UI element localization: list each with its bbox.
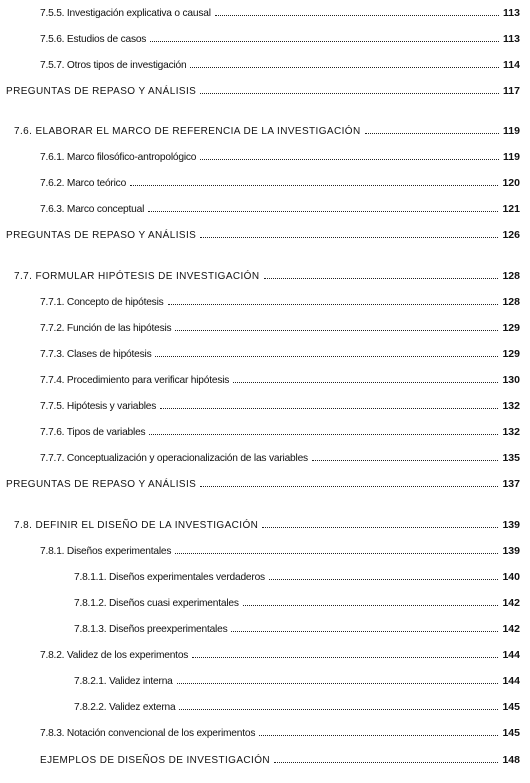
dot-leader (259, 735, 498, 736)
dot-leader (190, 67, 499, 68)
toc-entry-title: 7.6. ELABORAR EL MARCO DE REFERENCIA DE LA INVESTIGACIÓN (14, 126, 361, 137)
toc-entry-page: 129 (502, 322, 520, 334)
toc-section-heading (14, 123, 520, 137)
toc-entry (40, 57, 520, 71)
dot-leader (274, 762, 498, 763)
toc-entry (40, 149, 520, 163)
toc-entry (74, 699, 520, 713)
toc-entry-title: 7.8.3. Notación convencional de los experimentos (40, 728, 256, 739)
toc-entry-title: 7.7.1. Concepto de hipótesis (40, 297, 164, 308)
dot-leader (192, 657, 498, 658)
toc-section-heading (14, 268, 520, 282)
toc-entry-title: 7.5.7. Otros tipos de investigación (40, 60, 187, 71)
dot-leader (177, 683, 499, 684)
toc-entry (40, 31, 520, 45)
dot-leader (155, 356, 498, 357)
toc-entry-title: 7.8.1. Diseños experimentales (40, 546, 172, 557)
toc-entry-page: 126 (502, 229, 520, 241)
toc-entry-page: 114 (503, 59, 520, 71)
toc-entry (40, 294, 520, 308)
toc-entry-page: 139 (502, 519, 520, 531)
toc-entry (40, 450, 520, 464)
toc-review-heading (6, 227, 520, 241)
toc-entry-title: 7.8. DEFINIR EL DISEÑO DE LA INVESTIGACIÓN (14, 520, 259, 531)
toc-entry-page: 142 (502, 623, 520, 635)
dot-leader (365, 133, 499, 134)
toc-entry-title: 7.8.1.3. Diseños preexperimentales (74, 624, 228, 635)
dot-leader (150, 41, 499, 42)
dot-leader (243, 605, 499, 606)
toc-entry-page: 144 (502, 675, 520, 687)
toc-entry (40, 346, 520, 360)
toc-entry-title: 7.7.2. Función de las hipótesis (40, 323, 172, 334)
dot-leader (200, 237, 498, 238)
toc-entry (40, 725, 520, 739)
toc-entry-page: 142 (502, 597, 520, 609)
toc-entry-title: 7.7.5. Hipótesis y variables (40, 401, 157, 412)
toc-entry-title: PREGUNTAS DE REPASO Y ANÁLISIS (6, 479, 197, 490)
toc-entry-page: 113 (503, 7, 520, 19)
dot-leader (231, 631, 498, 632)
toc-entry (74, 569, 520, 583)
toc-entry-title: 7.8.2.1. Validez interna (74, 676, 173, 687)
toc-entry (74, 595, 520, 609)
toc-entry-page: 137 (502, 478, 520, 490)
toc-entry-title: 7.6.3. Marco conceptual (40, 204, 145, 215)
toc-review-heading (6, 83, 520, 97)
dot-leader (149, 434, 498, 435)
toc-entry-page: 135 (502, 452, 520, 464)
toc-entry-title: 7.7.4. Procedimiento para verificar hipótesis (40, 375, 230, 386)
dot-leader (233, 382, 498, 383)
dot-leader (168, 304, 499, 305)
dot-leader (262, 527, 498, 528)
toc-examples-heading (40, 752, 520, 766)
toc-entry-title: 7.6.1. Marco filosófico-antropológico (40, 152, 197, 163)
toc-entry-title: 7.5.6. Estudios de casos (40, 34, 147, 45)
dot-leader (148, 211, 498, 212)
toc-entry (40, 424, 520, 438)
toc-entry (40, 398, 520, 412)
toc-entry-title: 7.8.1.2. Diseños cuasi experimentales (74, 598, 239, 609)
dot-leader (200, 159, 499, 160)
toc-entry-page: 148 (502, 754, 520, 766)
toc-entry-title: 7.8.2. Validez de los experimentos (40, 650, 189, 661)
dot-leader (179, 709, 498, 710)
toc-entry-title: PREGUNTAS DE REPASO Y ANÁLISIS (6, 230, 197, 241)
toc-entry-title: 7.7.3. Clases de hipótesis (40, 349, 152, 360)
toc-entry (74, 621, 520, 635)
dot-leader (130, 185, 498, 186)
toc-entry-page: 128 (502, 296, 520, 308)
toc-entry-page: 119 (503, 125, 520, 137)
toc-entry-title: EJEMPLOS DE DISEÑOS DE INVESTIGACIÓN (40, 755, 271, 766)
toc-entry-title: 7.8.1.1. Diseños experimentales verdaderos (74, 572, 265, 583)
toc-entry-page: 132 (502, 400, 520, 412)
toc-entry (40, 647, 520, 661)
toc-entry-page: 145 (502, 727, 520, 739)
dot-leader (215, 15, 499, 16)
toc-entry-page: 113 (503, 33, 520, 45)
toc-entry-page: 128 (502, 270, 520, 282)
toc-entry (40, 372, 520, 386)
toc-entry-title: 7.7. FORMULAR HIPÓTESIS DE INVESTIGACIÓN (14, 271, 260, 282)
toc-entry (74, 673, 520, 687)
toc-entry-page: 139 (502, 545, 520, 557)
dot-leader (264, 278, 499, 279)
toc-section-heading (14, 517, 520, 531)
toc-entry (40, 175, 520, 189)
dot-leader (200, 93, 499, 94)
toc-entry-page: 119 (503, 151, 520, 163)
toc-review-heading (6, 476, 520, 490)
toc-entry-title: PREGUNTAS DE REPASO Y ANÁLISIS (6, 86, 197, 97)
toc-entry-page: 121 (502, 203, 520, 215)
toc-entry-page: 120 (502, 177, 520, 189)
dot-leader (175, 553, 498, 554)
toc-entry-title: 7.8.2.2. Validez externa (74, 702, 176, 713)
toc-entry-title: 7.6.2. Marco teórico (40, 178, 127, 189)
toc-entry-page: 140 (502, 571, 520, 583)
toc-entry (40, 543, 520, 557)
toc-entry-page: 144 (502, 649, 520, 661)
dot-leader (269, 579, 499, 580)
toc-entry-page: 117 (503, 85, 520, 97)
toc-entry-title: 7.7.7. Conceptualización y operacionalización de las variables (40, 453, 308, 464)
toc-entry-page: 145 (502, 701, 520, 713)
toc-entry (40, 201, 520, 215)
toc-entry-title: 7.5.5. Investigación explicativa o causal (40, 8, 211, 19)
toc-entry (40, 320, 520, 334)
dot-leader (160, 408, 498, 409)
toc-entry-page: 129 (502, 348, 520, 360)
dot-leader (312, 460, 499, 461)
toc-entry-page: 132 (502, 426, 520, 438)
dot-leader (200, 486, 498, 487)
dot-leader (175, 330, 498, 331)
toc-entry-page: 130 (502, 374, 520, 386)
toc-entry-title: 7.7.6. Tipos de variables (40, 427, 146, 438)
toc-entry (40, 5, 520, 19)
